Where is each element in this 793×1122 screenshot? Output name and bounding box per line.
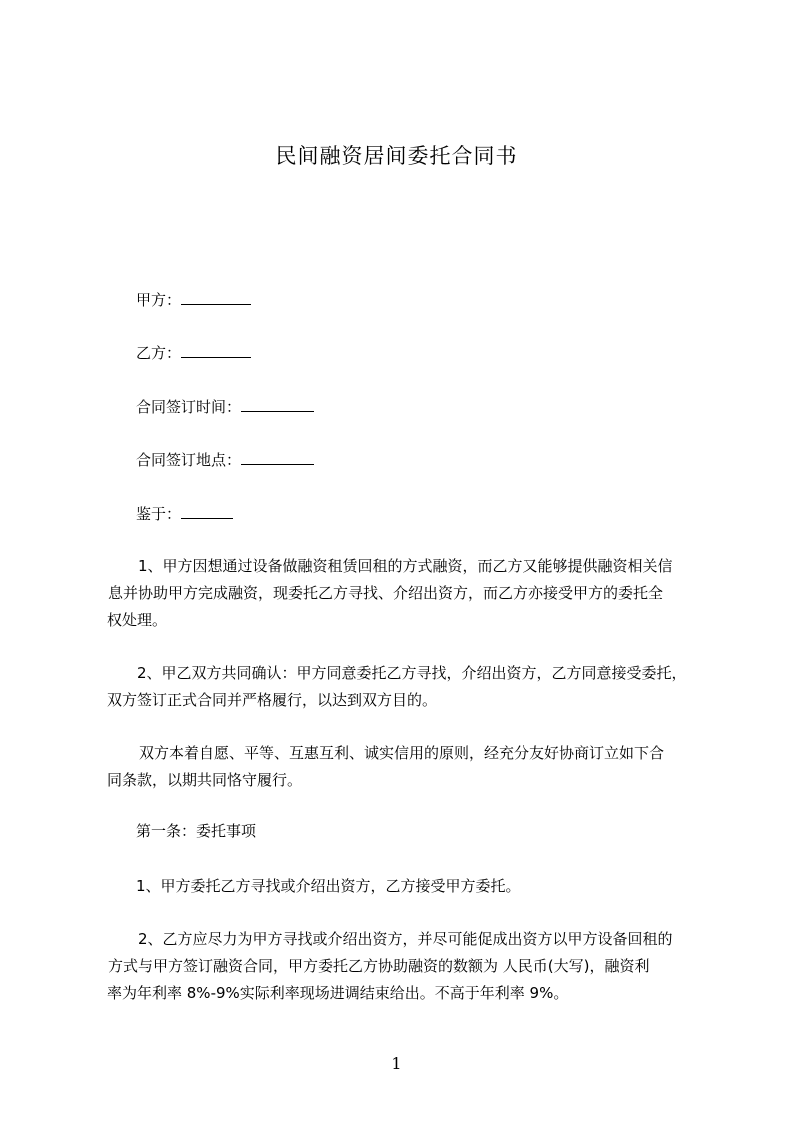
article-1-item-2	[107, 926, 673, 1007]
whereas-blank	[181, 501, 233, 519]
principle-line-1: 双方本着自愿、平等、互惠互利、诚实信用的原则，经充分友好协商订立如下合	[139, 744, 665, 762]
party-b-blank	[181, 340, 251, 358]
recital-2	[107, 660, 687, 714]
sign-time-field	[136, 394, 314, 421]
sign-place-field	[136, 447, 314, 474]
sign-place-label: 合同签订地点：	[136, 451, 242, 469]
article-1-item-2-line-1: 2、乙方应尽力为甲方寻找或介绍出资方，并尽可能促成出资方以甲方设备回租的	[138, 930, 673, 948]
party-a-blank	[181, 287, 251, 305]
sign-time-blank	[241, 394, 314, 412]
whereas-field	[136, 501, 233, 528]
party-a-label: 甲方：	[136, 291, 182, 309]
principle-paragraph	[107, 740, 664, 794]
whereas-label: 鉴于：	[136, 505, 182, 523]
recital-1-line-3: 权处理。	[107, 611, 168, 629]
document-title: 民间融资居间委托合同书	[275, 144, 518, 168]
article-1-item-2-line-2: 方式与甲方签订融资合同，甲方委托乙方协助融资的数额为 人民币(大写)，融资利	[108, 957, 650, 975]
party-b-field	[136, 340, 251, 367]
page-number: 1	[391, 1054, 402, 1073]
recital-2-line-2: 双方签订正式合同并严格履行，以达到双方目的。	[107, 691, 438, 709]
party-b-label: 乙方：	[136, 344, 182, 362]
sign-time-label: 合同签订时间：	[136, 398, 242, 416]
recital-2-line-1: 2、甲乙双方共同确认：甲方同意委托乙方寻找，介绍出资方，乙方同意接受委托，	[137, 664, 687, 682]
recital-1-line-2: 息并协助甲方完成融资，现委托乙方寻找、介绍出资方，而乙方亦接受甲方的委托全	[108, 584, 664, 602]
party-a-field	[136, 287, 251, 314]
sign-place-blank	[241, 447, 314, 465]
article-1-heading: 第一条：委托事项	[136, 822, 257, 840]
recital-1	[107, 553, 673, 634]
article-1-item-1: 1、甲方委托乙方寻找或介绍出资方，乙方接受甲方委托。	[136, 877, 521, 895]
article-1-item-2-line-3: 率为年利率 8%-9%实际利率现场进调结束给出。不高于年利率 9%。	[107, 984, 569, 1002]
recital-1-line-1: 1、甲方因想通过设备做融资租赁回租的方式融资，而乙方又能够提供融资相关信	[138, 557, 673, 575]
principle-line-2: 同条款，以期共同恪守履行。	[107, 771, 303, 789]
